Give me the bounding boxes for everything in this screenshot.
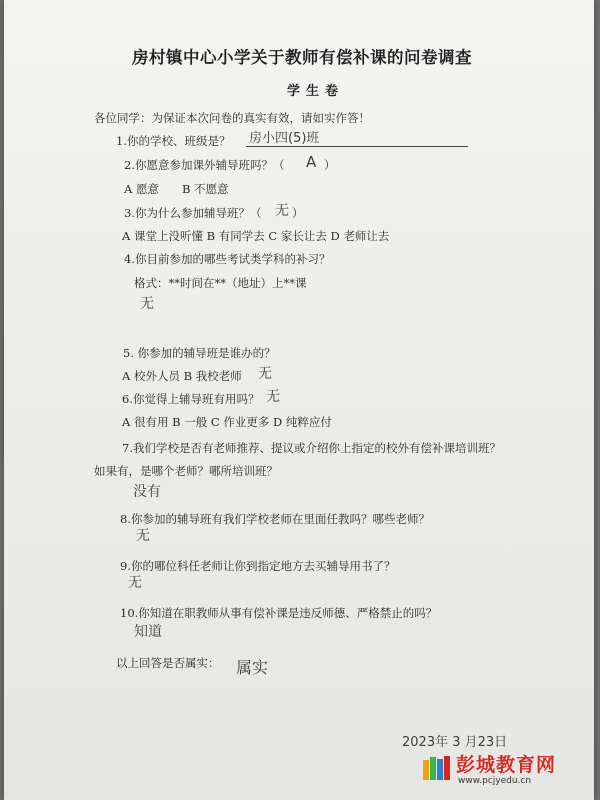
question-4: 4.你目前参加的哪些考试类学科的补习？ <box>124 252 331 266</box>
confirm-question: 以上回答是否属实： <box>116 656 220 670</box>
answer-8: 无 <box>136 528 150 544</box>
answer-3: 无 <box>275 203 289 219</box>
answer-1: 房小四(5)班 <box>249 131 320 146</box>
answer-5: 无 <box>258 366 272 382</box>
intro-text: 各位同学：为保证本次问卷的真实有效，请如实作答！ <box>94 111 370 125</box>
answer-4: 无 <box>140 296 154 312</box>
question-3-close: ） <box>292 206 304 220</box>
document-title: 房村镇中心小学关于教师有偿补课的问卷调查 <box>132 48 472 67</box>
site-watermark <box>422 748 592 792</box>
watermark-site-url: www.pcjyedu.cn <box>458 776 532 786</box>
question-9: 9.你的哪位科任老师让你到指定地方去买辅导用书了？ <box>120 559 396 573</box>
watermark-site-name: 彭城教育网 <box>456 754 557 776</box>
answer-10: 知道 <box>134 624 162 640</box>
question-5-options: A 校外人员 B 我校老师 <box>122 369 242 383</box>
answer-9: 无 <box>128 575 142 591</box>
document-subtitle: 学生卷 <box>287 84 345 99</box>
question-8: 8.你参加的辅导班有我们学校老师在里面任教吗？哪些老师？ <box>120 512 430 526</box>
question-5: 5. 你参加的辅导班是谁办的？ <box>123 346 276 360</box>
question-7-line-2: 如果有，是哪个老师？哪所培训班？ <box>94 464 278 478</box>
confirm-answer: 属实 <box>236 658 269 677</box>
question-2: 2.你愿意参加课外辅导班吗？（ <box>124 158 285 172</box>
question-2-options: A 愿意 B 不愿意 <box>124 182 229 196</box>
question-7: 7.我们学校是否有老师推荐、提议或介绍你上指定的校外有偿补课培训班？ <box>122 441 501 455</box>
answer-1-underline <box>246 146 468 147</box>
questionnaire-page <box>4 0 594 800</box>
question-4-format: 格式：**时间在**（地址）上**课 <box>134 276 307 290</box>
question-6: 6.你觉得上辅导班有用吗？ <box>122 392 260 406</box>
colored-books-icon <box>422 754 452 782</box>
answer-6: 无 <box>266 389 280 405</box>
question-2-close: ） <box>324 158 336 172</box>
question-3-options: A 课堂上没听懂 B 有同学去 C 家长让去 D 老师让去 <box>122 229 390 243</box>
answer-7: 没有 <box>133 484 161 500</box>
signature-date: 2023年 3 月23日 <box>402 735 508 750</box>
question-10: 10.你知道在职教师从事有偿补课是违反师德、严格禁止的吗？ <box>120 606 438 620</box>
answer-2: A <box>306 153 317 171</box>
question-6-options: A 很有用 B 一般 C 作业更多 D 纯粹应付 <box>122 415 332 429</box>
question-3: 3.你为什么参加辅导班？（ <box>124 206 262 220</box>
question-1: 1.你的学校、班级是？ <box>116 134 231 148</box>
